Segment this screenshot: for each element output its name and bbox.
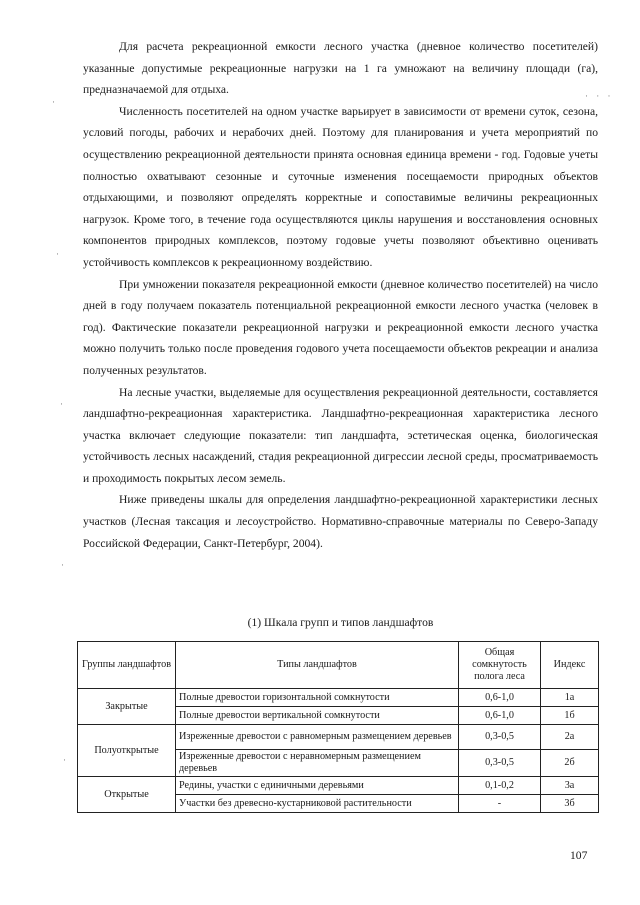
paragraph: Ниже приведены шкалы для определения ландшафтно-рекреационной характеристики лесных участков (Лесная таксация и лесоустройство. Нормативно-справочные материалы по Северо-Западу Российской Федерации, Санкт-Петербург, 2004). (83, 493, 598, 550)
closure-cell: 0,3-0,5 (459, 750, 541, 777)
scan-speck: · (52, 97, 55, 107)
type-cell: Участки без древесно-кустарниковой растительности (176, 795, 459, 813)
closure-cell: 0,3-0,5 (459, 725, 541, 750)
type-cell: Полные древостои вертикальной сомкнутости (176, 707, 459, 725)
index-cell: 2а (541, 725, 599, 750)
index-cell: 2б (541, 750, 599, 777)
scan-speck: · (63, 755, 66, 765)
index-cell: 3б (541, 795, 599, 813)
column-header: Общая сомкнутость полога леса (459, 642, 541, 689)
closure-cell: 0,6-1,0 (459, 707, 541, 725)
scan-speck: · · · (585, 91, 614, 101)
table-row (78, 777, 599, 795)
scan-speck: · (61, 560, 64, 570)
type-cell: Редины, участки с единичными деревьями (176, 777, 459, 795)
landscape-table (77, 641, 599, 813)
closure-cell: 0,6-1,0 (459, 689, 541, 707)
group-cell: Полуоткрытые (78, 725, 176, 777)
type-cell: Изреженные древостои с неравномерным размещением деревьев (176, 750, 459, 777)
index-cell: 3а (541, 777, 599, 795)
column-header: Индекс (541, 642, 599, 689)
index-cell: 1а (541, 689, 599, 707)
group-cell: Закрытые (78, 689, 176, 725)
type-cell: Изреженные древостои с равномерным размещением деревьев (176, 725, 459, 750)
table-caption: (1) Шкала групп и типов ландшафтов (247, 616, 434, 629)
type-cell: Полные древостои горизонтальной сомкнутости (176, 689, 459, 707)
closure-cell: - (459, 795, 541, 813)
index-cell: 1б (541, 707, 599, 725)
body-text (83, 36, 598, 554)
table-row (78, 725, 599, 750)
scan-speck: · (56, 249, 59, 259)
table-header-row (78, 642, 599, 689)
paragraph: Для расчета рекреационной емкости лесного участка (дневное количество посетителей) указанные допустимые рекреационные нагрузки на 1 га умножают на величину площади (га), предназначаемой для отдыха. (83, 40, 598, 97)
paragraph: На лесные участки, выделяемые для осуществления рекреационной деятельности, составляется ландшафтно-рекреационная характеристика. Ландшафтно-рекреационная характеристика лесного участка включает следующие показатели: тип ландшафта, эстетическая оценка, биологическая устойчивость лесных насаждений, стадия рекреационной дигрессии лесной среды, просматриваемость и проходимость покрытых лесом земель. (83, 385, 598, 485)
group-cell: Открытые (78, 777, 176, 813)
table-row (78, 689, 599, 707)
paragraph: Численность посетителей на одном участке варьирует в зависимости от времени суток, сезона, условий погоды, рабочих и нерабочих дней. Поэтому для планирования и учета мероприятий по осуществлению рекреационной деятельности принята основная единица времени - год. Годовые учеты полностью охватывают сезонные и суточные изменения посещаемости природных объектов отдыхающими, и позволяют определять корректные и сопоставимые величины рекреационных нагрузок. Кроме того, в течение года осуществляются циклы нарушения и восстановления основных компонентов природных комплексов, поэтому годовые учеты позволяют объективно оценивать устойчивость комплексов к рекреационному воздействию. (83, 104, 598, 269)
scan-speck: · (60, 399, 63, 409)
closure-cell: 0,1-0,2 (459, 777, 541, 795)
column-header: Типы ландшафтов (176, 642, 459, 689)
page-number: 107 (570, 849, 588, 862)
column-header: Группы ландшафтов (78, 642, 176, 689)
paragraph: При умножении показателя рекреационной емкости (дневное количество посетителей) на число дней в году получаем показатель потенциальной рекреационной емкости лесного участка (человек в год). Фактические показатели рекреационной нагрузки и рекреационной емкости лесного участка можно получить только после проведения годового учета посещаемости объектов рекреации и анализа полученных результатов. (83, 277, 598, 377)
